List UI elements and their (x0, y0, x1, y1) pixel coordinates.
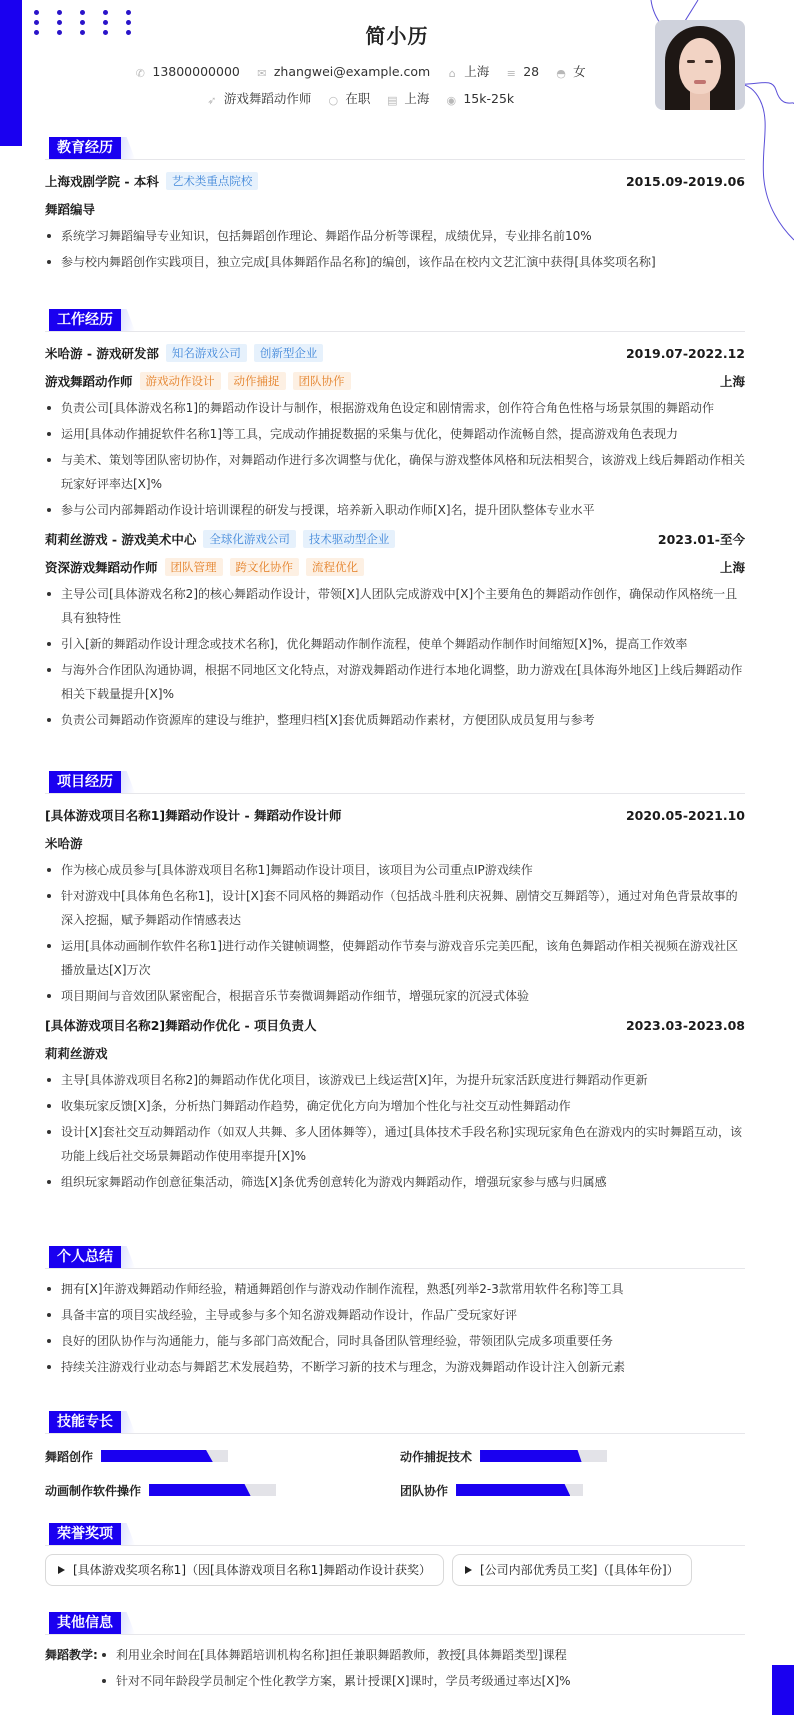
list-item: 运用[具体动画制作软件名称1]进行动作关键帧调整，使舞蹈动作节奏与游戏音乐完美匹配，该角色舞蹈动作相关视频在游戏社区播放量达[X]万次 (45, 934, 745, 982)
list-item: 与美术、策划等团队密切协作，对舞蹈动作进行多次调整与优化，确保与游戏整体风格和玩法相契合，该游戏上线后舞蹈动作相关玩家好评率达[X]% (45, 448, 745, 496)
role-tag: 流程优化 (306, 558, 364, 576)
intent-city: ▤ 上海 (387, 91, 430, 107)
status-icon: ○ (328, 94, 339, 107)
work-entry-header (45, 340, 745, 368)
intent-position: ➶ 游戏舞蹈动作师 (207, 91, 312, 107)
skill-bar-fill (456, 1484, 570, 1496)
list-item: 拥有[X]年游戏舞蹈动作师经验，精通舞蹈创作与游戏动作制作流程，熟悉[列举2-3款常用软件名称]等工具 (45, 1277, 745, 1301)
skill-item (400, 1480, 583, 1500)
building-icon: ▤ (387, 94, 398, 107)
section-honors (45, 1520, 745, 1586)
intent-status: ○ 在职 (328, 91, 371, 107)
home-icon: ⌂ (448, 67, 456, 80)
list-item: 主导公司[具体游戏名称2]的核心舞蹈动作设计，带领[X]人团队完成游戏中[X]个主要角色的舞蹈动作创作，确保动作风格统一且具有独特性 (45, 582, 745, 630)
work-location: 上海 (719, 374, 745, 389)
skill-item (400, 1446, 607, 1466)
role-tag: 游戏动作设计 (140, 372, 221, 390)
project-name: [具体游戏项目名称2]舞蹈动作优化 - 项目负责人 (45, 1018, 317, 1033)
list-item: 良好的团队协作与沟通能力，能与多部门高效配合，同时具备团队管理经验，带领团队完成多项重要任务 (45, 1329, 745, 1353)
project-date: 2020.05-2021.10 (625, 808, 745, 823)
list-item: 设计[X]套社交互动舞蹈动作（如双人共舞、多人团体舞等），通过[具体技术手段名称]实现玩家角色在游戏内的实时舞蹈互动，该功能上线后社交场景舞蹈动作使用率提升[X]% (45, 1120, 745, 1168)
work-date: 2019.07-2022.12 (625, 346, 745, 361)
list-item: 主导[具体游戏项目名称2]的舞蹈动作优化项目，该游戏已上线运营[X]年，为提升玩家活跃度进行舞蹈动作更新 (45, 1068, 745, 1092)
skill-bar (149, 1484, 276, 1496)
gender-icon: ◓ (556, 67, 566, 80)
school-tag: 艺术类重点院校 (166, 172, 259, 190)
triangle-right-icon (465, 1566, 472, 1574)
list-item: 项目期间与音效团队紧密配合，根据音乐节奏微调舞蹈动作细节，增强玩家的沉浸式体验 (45, 984, 745, 1008)
list-item: 持续关注游戏行业动态与舞蹈艺术发展趋势，不断学习新的技术与理念，为游戏舞蹈动作设计注入创新元素 (45, 1355, 745, 1379)
skill-name: 动作捕捉技术 (400, 1449, 473, 1464)
list-item: 利用业余时间在[具体舞蹈培训机构名称]担任兼职舞蹈教师，教授[具体舞蹈类型]课程 (100, 1643, 571, 1667)
intent-salary: ◉ 15k-25k (446, 91, 515, 107)
section-title: 技能专长 (49, 1411, 121, 1433)
list-item: 引入[新的舞蹈动作设计理念或技术名称]，优化舞蹈动作制作流程，使单个舞蹈动作制作时间缩短[X]%，提高工作效率 (45, 632, 745, 656)
other-bullets (100, 1643, 571, 1695)
skill-name: 团队协作 (400, 1483, 449, 1498)
section-title: 荣誉奖项 (49, 1523, 121, 1545)
work-role-header (45, 368, 745, 396)
company-name: 米哈游 - 游戏研发部 (45, 346, 159, 361)
section-title: 工作经历 (49, 309, 121, 331)
list-item: 作为核心成员参与[具体游戏项目名称1]舞蹈动作设计项目，该项目为公司重点IP游戏续作 (45, 858, 745, 882)
company-name: 莉莉丝游戏 - 游戏美术中心 (45, 532, 197, 547)
other-group (45, 1643, 745, 1695)
project-bullets (45, 858, 745, 1008)
section-title: 其他信息 (49, 1612, 121, 1634)
work-location: 上海 (719, 560, 745, 575)
contact-gender: ◓ 女 (556, 64, 586, 80)
project-date: 2023.03-2023.08 (625, 1018, 745, 1033)
skill-bar-fill (480, 1450, 582, 1462)
triangle-right-icon (58, 1566, 65, 1574)
skill-name: 舞蹈创作 (45, 1449, 94, 1464)
role-tag: 团队管理 (165, 558, 223, 576)
company-tag: 创新型企业 (254, 344, 324, 362)
section-title: 项目经历 (49, 771, 121, 793)
skill-bar-fill (149, 1484, 251, 1496)
award-item: [公司内部优秀员工奖]（[具体年份]） (452, 1554, 692, 1586)
list-item: 负责公司舞蹈动作资源库的建设与维护，整理归档[X]套优质舞蹈动作素材，方便团队成员复用与参考 (45, 708, 745, 732)
list-item: 系统学习舞蹈编导专业知识，包括舞蹈创作理论、舞蹈作品分析等课程，成绩优异，专业排名前10% (45, 224, 745, 248)
list-item: 针对不同年龄段学员制定个性化教学方案，累计授课[X]课时，学员考级通过率达[X]% (100, 1669, 571, 1693)
list-item: 参与公司内部舞蹈动作设计培训课程的研发与授课，培养新入职动作师[X]名，提升团队整体专业水平 (45, 498, 745, 522)
work-role-header (45, 554, 745, 582)
list-item: 参与校内舞蹈创作实践项目，独立完成[具体舞蹈作品名称]的编创，该作品在校内文艺汇演中获得[具体奖项名称] (45, 250, 745, 274)
age-icon: ≡ (506, 67, 516, 80)
bottom-right-accent-block (772, 1665, 794, 1715)
role-tag: 动作捕捉 (228, 372, 286, 390)
list-item: 与海外合作团队沟通协调，根据不同地区文化特点，对游戏舞蹈动作进行本地化调整，助力游戏在[具体海外地区]上线后舞蹈动作相关下载量提升[X]% (45, 658, 745, 706)
education-entry-header (45, 168, 745, 196)
send-icon: ➶ (207, 94, 217, 107)
skill-bar (480, 1450, 607, 1462)
contact-phone: ✆ 13800000000 (135, 64, 240, 80)
contact-info-row (0, 62, 720, 80)
project-org: 莉莉丝游戏 (45, 1046, 108, 1061)
section-work (45, 306, 745, 734)
list-item: 针对游戏中[具体角色名称1]，设计[X]套不同风格的舞蹈动作（包括战斗胜利庆祝舞、剧情交互舞蹈等），通过对角色背景故事的深入挖掘，赋予舞蹈动作情感表达 (45, 884, 745, 932)
job-intent-row (0, 89, 720, 107)
skill-item (45, 1480, 276, 1500)
education-bullets (45, 224, 745, 274)
project-org: 米哈游 (45, 836, 83, 851)
skill-bar-fill (101, 1450, 213, 1462)
company-tag: 全球化游戏公司 (203, 530, 296, 548)
project-entry-header (45, 1012, 745, 1040)
major: 舞蹈编导 (45, 202, 96, 217)
list-item: 负责公司[具体游戏名称1]的舞蹈动作设计与制作，根据游戏角色设定和剧情需求，创作符合角色性格与场景氛围的舞蹈动作 (45, 396, 745, 420)
skill-name: 动画制作软件操作 (45, 1483, 142, 1498)
list-item: 运用[具体动作捕捉软件名称1]等工具，完成动作捕捉数据的采集与优化，使舞蹈动作流畅自然，提高游戏角色表现力 (45, 422, 745, 446)
section-education (45, 134, 745, 276)
mail-icon: ✉ (257, 67, 267, 80)
company-tag: 知名游戏公司 (166, 344, 247, 362)
role-name: 游戏舞蹈动作师 (45, 374, 133, 389)
work-entry-header (45, 526, 745, 554)
section-projects (45, 768, 745, 1196)
section-title: 教育经历 (49, 137, 121, 159)
list-item: 收集玩家反馈[X]条，分析热门舞蹈动作趋势，确定优化方向为增加个性化与社交互动性舞蹈动作 (45, 1094, 745, 1118)
section-other (45, 1609, 745, 1695)
phone-icon: ✆ (135, 67, 145, 80)
skill-bar (456, 1484, 583, 1496)
company-tag: 技术驱动型企业 (303, 530, 396, 548)
role-tag: 跨文化协作 (230, 558, 300, 576)
section-summary (45, 1243, 745, 1381)
candidate-name: 简小历 (365, 24, 429, 48)
summary-bullets (45, 1277, 745, 1379)
project-entry-header (45, 802, 745, 830)
education-date: 2015.09-2019.06 (625, 174, 745, 189)
contact-age: ≡ 28 (506, 64, 540, 80)
profile-photo (655, 20, 745, 110)
work-bullets (45, 396, 745, 522)
skill-bar (101, 1450, 228, 1462)
other-group-label: 舞蹈教学: (45, 1648, 98, 1662)
work-bullets (45, 582, 745, 732)
skill-item (45, 1446, 228, 1466)
role-tag: 团队协作 (293, 372, 351, 390)
school-name: 上海戏剧学院 - 本科 (45, 174, 159, 189)
contact-city: ⌂ 上海 (446, 62, 489, 80)
role-name: 资深游戏舞蹈动作师 (45, 560, 158, 575)
section-skills (45, 1408, 745, 1502)
salary-icon: ◉ (446, 94, 457, 107)
section-title: 个人总结 (49, 1246, 121, 1268)
work-date: 2023.01-至今 (657, 532, 745, 547)
contact-email[interactable]: ✉ zhangwei@example.com (257, 64, 431, 80)
project-bullets (45, 1068, 745, 1194)
list-item: 组织玩家舞蹈动作创意征集活动，筛选[X]条优秀创意转化为游戏内舞蹈动作，增强玩家参与感与归属感 (45, 1170, 745, 1194)
list-item: 具备丰富的项目实战经验，主导或参与多个知名游戏舞蹈动作设计，作品广受玩家好评 (45, 1303, 745, 1327)
project-name: [具体游戏项目名称1]舞蹈动作设计 - 舞蹈动作设计师 (45, 808, 342, 823)
award-item: [具体游戏奖项名称1]（因[具体游戏项目名称1]舞蹈动作设计获奖） (45, 1554, 444, 1586)
